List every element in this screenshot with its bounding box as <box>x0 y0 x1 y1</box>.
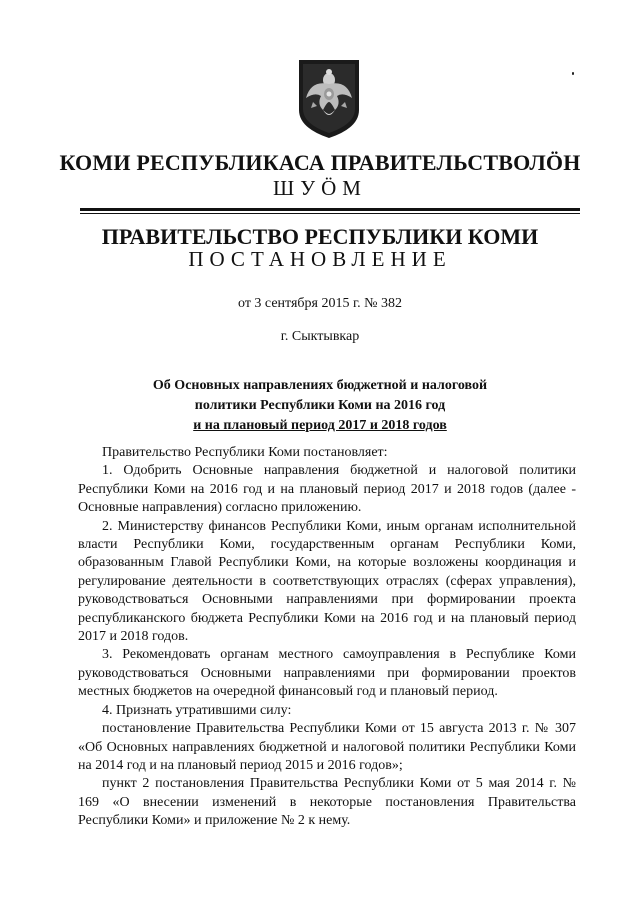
subject-line-1: Об Основных направлениях бюджетной и налоговой <box>152 378 488 393</box>
russian-document-type: ПОСТАНОВЛЕНИЕ <box>188 247 452 271</box>
city: г. Сыктывкар <box>280 329 360 344</box>
komi-organization-title: КОМИ РЕСПУБЛИКАСА ПРАВИТЕЛЬСТВОЛÖН <box>59 150 581 175</box>
body-item-4-sub-1: постановление Правительства Республики Коми от 15 августа 2013 г. № 307 «Об Основных направлениях бюджетной и налоговой политики Республики Коми на 2014 год и на плановый период 2015 и 2016 годов»; <box>78 721 576 773</box>
komi-document-type: ШУÖМ <box>273 176 367 200</box>
body-intro: Правительство Республики Коми постановляет: <box>102 445 388 460</box>
body-item-4: 4. Признать утратившими силу: <box>102 702 292 718</box>
header-divider-thick <box>80 208 580 211</box>
subject-line-3: и на плановый период 2017 и 2018 годов <box>193 418 447 433</box>
header-divider-thin <box>80 213 580 214</box>
subject-line-2: политики Республики Коми на 2016 год <box>194 398 446 413</box>
body-item-4-sub-2: пункт 2 постановления Правительства Республики Коми от 5 мая 2014 г. № 169 «О внесении изменений в некоторые постановления Правительства Республики Коми» и приложение № 2 к нему. <box>78 776 576 829</box>
russian-organization-title: ПРАВИТЕЛЬСТВО РЕСПУБЛИКИ КОМИ <box>101 224 539 249</box>
date-and-number: от 3 сентября 2015 г. № 382 <box>238 296 402 311</box>
document-body <box>78 444 576 831</box>
komi-coat-of-arms-emblem <box>297 58 361 140</box>
document-subject <box>0 376 640 436</box>
body-item-3: 3. Рекомендовать органам местного самоуправления в Республике Коми руководствоваться Основными направлениями при формировании проектов местных бюджетов на очередной финансовый год и плановый период. <box>78 647 576 700</box>
scan-speck <box>572 72 574 75</box>
body-item-2: 2. Министерству финансов Республики Коми, иным органам исполнительной власти Республики Коми, государственным органам Республики Коми, образованным Главой Республики Коми, на которые возложены координация и регулирование деятельности в соответствующих отраслях (сферах управления), руководствоваться Основными направлениями при формировании проекта республиканского бюджета Республики Коми на 2016 год и на плановый период 2017 и 2018 годов. <box>78 518 576 645</box>
body-item-1: 1. Одобрить Основные направления бюджетной и налоговой политики Республики Коми на 2016 год и на плановый период 2017 и 2018 годов (далее - Основные направления) согласно приложению. <box>78 463 576 516</box>
